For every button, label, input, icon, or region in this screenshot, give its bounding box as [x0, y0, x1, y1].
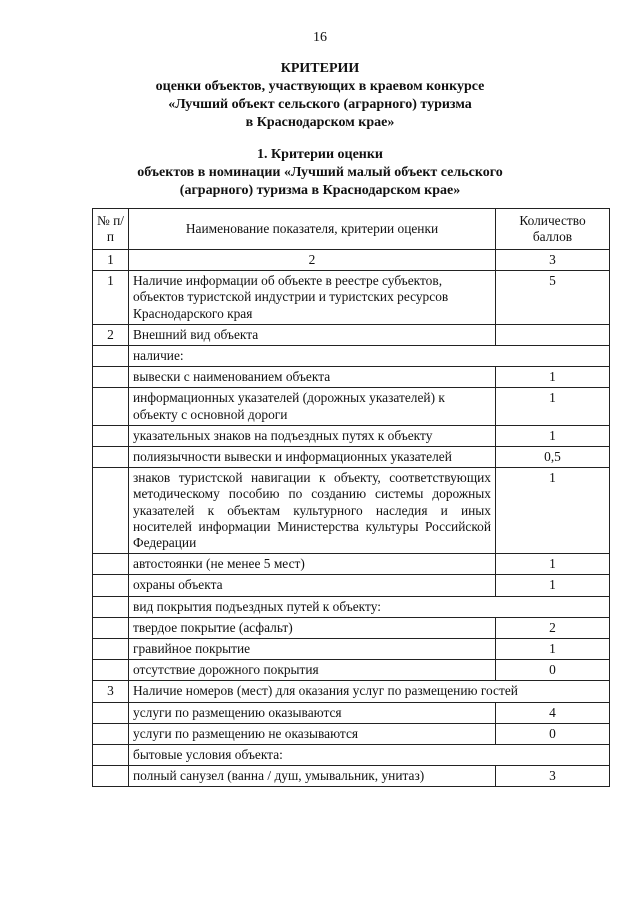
- criterion-score: 1: [496, 639, 610, 660]
- row-number: [93, 723, 129, 744]
- criterion-text: полиязычности вывески и информационных указателей: [129, 447, 496, 468]
- title-line-3: «Лучший объект сельского (аграрного) туризма: [168, 97, 472, 112]
- criterion-score: [496, 324, 610, 345]
- title-line-4: в Краснодарском крае»: [245, 115, 395, 130]
- criterion-text: указательных знаков на подъездных путях к объекту: [129, 425, 496, 446]
- criterion-score: 1: [496, 367, 610, 388]
- criterion-score: 5: [496, 271, 610, 325]
- criterion-text: твердое покрытие (асфальт): [129, 617, 496, 638]
- table-row: [93, 468, 610, 554]
- criterion-text: гравийное покрытие: [129, 639, 496, 660]
- row-number: [93, 766, 129, 787]
- criterion-score: 1: [496, 575, 610, 596]
- criterion-text: Наличие информации об объекте в реестре субъектов, объектов туристской индустрии и туристских ресурсов Краснодарского края: [129, 271, 496, 325]
- criterion-score: 0: [496, 660, 610, 681]
- header-score: Количество баллов: [496, 209, 610, 250]
- row-number: [93, 596, 129, 617]
- criterion-text: полный санузел (ванна / душ, умывальник, унитаз): [129, 766, 496, 787]
- criterion-text: знаков туристской навигации к объекту, соответствующих методическому пособию по созданию системы дорожных указателей к объектам культурного наследия и иных носителей информации Министерства культуры Российской Федерации: [129, 468, 496, 554]
- section-line-1: 1. Критерии оценки: [257, 147, 383, 162]
- row-number: [93, 468, 129, 554]
- table-row: [93, 639, 610, 660]
- criterion-text: услуги по размещению не оказываются: [129, 723, 496, 744]
- row-number: [93, 575, 129, 596]
- row-number: 3: [93, 681, 129, 702]
- header-num: № п/п: [93, 209, 129, 250]
- table-row: [93, 324, 610, 345]
- table-row: [93, 575, 610, 596]
- table-row: [93, 346, 610, 367]
- column-number: 1: [93, 250, 129, 271]
- criterion-score: 2: [496, 617, 610, 638]
- criterion-text: наличие:: [129, 346, 610, 367]
- criteria-table: [92, 208, 610, 787]
- criterion-text: услуги по размещению оказываются: [129, 702, 496, 723]
- table-row: [93, 367, 610, 388]
- criterion-text: вид покрытия подъездных путей к объекту:: [129, 596, 610, 617]
- criterion-score: 0,5: [496, 447, 610, 468]
- table-row: [93, 271, 610, 325]
- title-line-1: КРИТЕРИИ: [280, 61, 360, 76]
- table-row: [93, 723, 610, 744]
- row-number: [93, 447, 129, 468]
- table-row: [93, 681, 610, 702]
- criterion-score: 1: [496, 388, 610, 425]
- criterion-text: отсутствие дорожного покрытия: [129, 660, 496, 681]
- criterion-text: вывески с наименованием объекта: [129, 367, 496, 388]
- section-line-2: объектов в номинации «Лучший малый объект сельского: [137, 165, 503, 180]
- table-row: [93, 388, 610, 425]
- criterion-score: 0: [496, 723, 610, 744]
- criterion-text: Внешний вид объекта: [129, 324, 496, 345]
- criteria-table-body: [93, 271, 610, 787]
- criterion-text: информационных указателей (дорожных указателей) к объекту с основной дороги: [129, 388, 496, 425]
- section-title: [0, 146, 640, 200]
- criterion-text: Наличие номеров (мест) для оказания услуг по размещению гостей: [129, 681, 610, 702]
- header-name: Наименование показателя, критерии оценки: [129, 209, 496, 250]
- table-row: [93, 766, 610, 787]
- row-number: 1: [93, 271, 129, 325]
- criterion-text: охраны объекта: [129, 575, 496, 596]
- column-number-row: [93, 250, 610, 271]
- row-number: [93, 639, 129, 660]
- title-line-2: оценки объектов, участвующих в краевом конкурсе: [155, 79, 485, 94]
- criterion-score: 1: [496, 554, 610, 575]
- table-row: [93, 425, 610, 446]
- row-number: [93, 660, 129, 681]
- criterion-score: 1: [496, 425, 610, 446]
- table-row: [93, 554, 610, 575]
- criterion-text: автостоянки (не менее 5 мест): [129, 554, 496, 575]
- table-row: [93, 447, 610, 468]
- table-row: [93, 617, 610, 638]
- criterion-text: бытовые условия объекта:: [129, 745, 610, 766]
- table-row: [93, 745, 610, 766]
- row-number: [93, 617, 129, 638]
- row-number: [93, 745, 129, 766]
- row-number: [93, 367, 129, 388]
- criterion-score: 4: [496, 702, 610, 723]
- row-number: [93, 702, 129, 723]
- table-row: [93, 660, 610, 681]
- row-number: [93, 425, 129, 446]
- row-number: [93, 554, 129, 575]
- table-header-row: [93, 209, 610, 250]
- row-number: [93, 346, 129, 367]
- table-row: [93, 702, 610, 723]
- row-number: 2: [93, 324, 129, 345]
- column-number: 2: [129, 250, 496, 271]
- criterion-score: 3: [496, 766, 610, 787]
- criterion-score: 1: [496, 468, 610, 554]
- row-number: [93, 388, 129, 425]
- section-line-3: (аграрного) туризма в Краснодарском крае»: [179, 183, 461, 198]
- table-row: [93, 596, 610, 617]
- page-number: 16: [313, 30, 327, 45]
- document-title: [0, 60, 640, 132]
- column-number: 3: [496, 250, 610, 271]
